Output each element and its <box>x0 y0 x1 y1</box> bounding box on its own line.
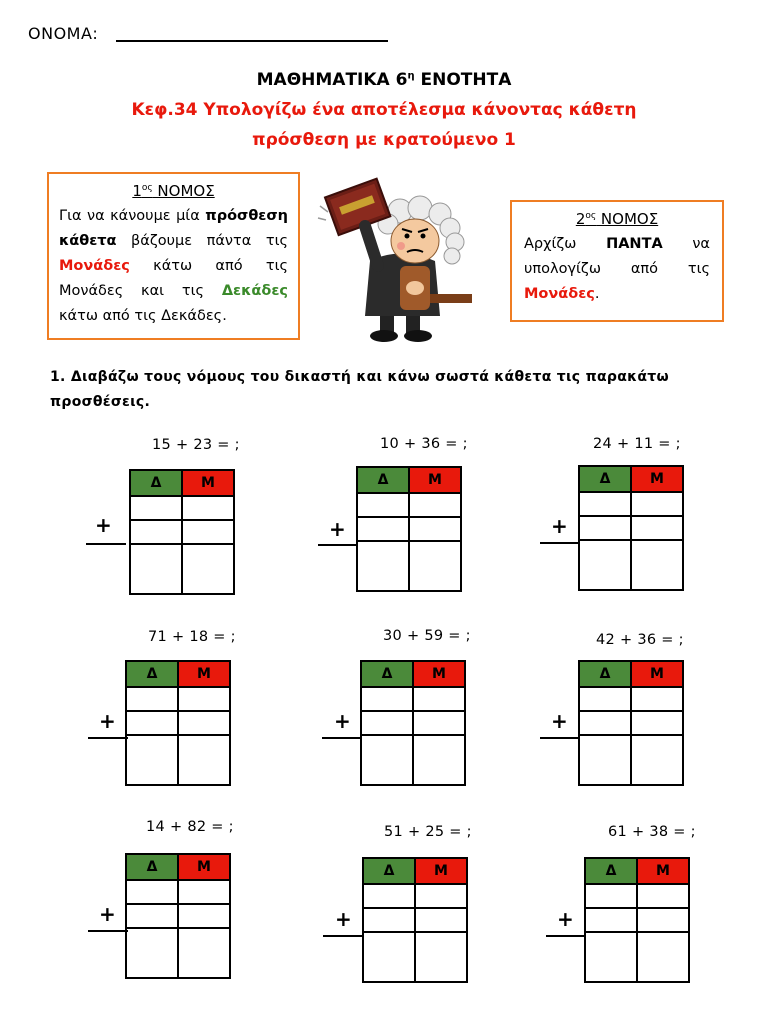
name-label: ΟΝΟΜΑ: <box>28 24 99 43</box>
sum-rule <box>540 542 580 544</box>
law2-bold-always: ΠΑΝΤΑ <box>606 236 663 252</box>
addition-grid <box>578 660 684 786</box>
law1-text-part: κάτω από τις Δεκάδες. <box>59 308 227 324</box>
cell[interactable] <box>357 517 409 541</box>
problem-label: 24 + 11 = ; <box>593 436 681 452</box>
result-cell[interactable] <box>637 932 689 982</box>
law1-text-part: Για να κάνουμε μία <box>59 208 206 224</box>
sum-rule <box>318 544 358 546</box>
law2-title <box>524 210 710 228</box>
law1-ones-word: Μονάδες <box>59 258 130 274</box>
law1-text-part: κάτω από τις Μονάδες και τις <box>59 258 288 299</box>
name-write-line[interactable] <box>116 40 388 42</box>
result-cell[interactable] <box>413 735 465 785</box>
result-cell[interactable] <box>363 932 415 982</box>
exercise-instruction: 1. Διαβάζω τους νόμους του δικαστή και κάνω σωστά κάθετα τις παρακάτω προσθέσεις. <box>50 369 669 410</box>
result-cell[interactable] <box>357 541 409 591</box>
plus-sign: + <box>335 907 352 931</box>
cell[interactable] <box>182 520 234 544</box>
result-cell[interactable] <box>182 544 234 594</box>
plus-sign: + <box>329 517 346 541</box>
cell[interactable] <box>415 884 467 908</box>
cell[interactable] <box>637 884 689 908</box>
page-title <box>0 70 768 90</box>
ones-header: Μ <box>631 661 683 687</box>
cell[interactable] <box>363 884 415 908</box>
cell[interactable] <box>357 493 409 517</box>
problem-label: 15 + 23 = ; <box>152 437 240 453</box>
result-cell[interactable] <box>130 544 182 594</box>
cell[interactable] <box>130 520 182 544</box>
result-cell[interactable] <box>579 540 631 590</box>
problem-label: 10 + 36 = ; <box>380 436 468 452</box>
law1-title-word: ΝΟΜΟΣ <box>152 182 215 200</box>
tens-header: Δ <box>585 858 637 884</box>
result-cell[interactable] <box>409 541 461 591</box>
cell[interactable] <box>579 687 631 711</box>
law2-text-part: Αρχίζω <box>524 236 607 252</box>
law2-text <box>524 232 710 307</box>
result-cell[interactable] <box>631 735 683 785</box>
title-text: ΜΑΘΗΜΑΤΙΚΑ 6 <box>256 70 408 90</box>
ones-header: Μ <box>182 470 234 496</box>
cell[interactable] <box>413 711 465 735</box>
tens-header: Δ <box>579 661 631 687</box>
problem-label: 30 + 59 = ; <box>383 628 471 644</box>
tens-header: Δ <box>357 467 409 493</box>
law1-callout <box>47 172 300 340</box>
addition-grid <box>578 465 684 591</box>
cell[interactable] <box>579 516 631 540</box>
result-cell[interactable] <box>415 932 467 982</box>
law1-title <box>59 182 288 200</box>
sum-rule <box>322 737 362 739</box>
cell[interactable] <box>363 908 415 932</box>
result-cell[interactable] <box>178 735 230 785</box>
cell[interactable] <box>178 711 230 735</box>
ones-header: Μ <box>413 661 465 687</box>
law1-title-num: 1 <box>132 182 142 200</box>
sum-rule <box>86 543 126 545</box>
law1-text-part: βάζουμε πάντα τις <box>116 233 288 249</box>
tens-header: Δ <box>126 854 178 880</box>
cell[interactable] <box>637 908 689 932</box>
problem-label: 71 + 18 = ; <box>148 629 236 645</box>
result-cell[interactable] <box>178 928 230 978</box>
cell[interactable] <box>126 904 178 928</box>
cell[interactable] <box>631 516 683 540</box>
problem-label: 61 + 38 = ; <box>608 824 696 840</box>
law2-title-sup: ος <box>585 211 597 221</box>
plus-sign: + <box>334 709 351 733</box>
cell[interactable] <box>631 711 683 735</box>
problem-label: 42 + 36 = ; <box>596 632 684 648</box>
addition-grid <box>360 660 466 786</box>
plus-sign: + <box>99 709 116 733</box>
addition-grid <box>356 466 462 592</box>
cell[interactable] <box>126 880 178 904</box>
problem-label: 14 + 82 = ; <box>146 819 234 835</box>
result-cell[interactable] <box>126 928 178 978</box>
cell[interactable] <box>413 687 465 711</box>
cell[interactable] <box>126 711 178 735</box>
addition-grid <box>125 853 231 979</box>
cell[interactable] <box>361 687 413 711</box>
ones-header: Μ <box>178 661 230 687</box>
law2-ones-word: Μονάδες <box>524 286 595 302</box>
plus-sign: + <box>551 514 568 538</box>
law1-tens-word: Δεκάδες <box>221 283 288 299</box>
sum-rule <box>323 935 363 937</box>
chapter-subtitle-line2: πρόσθεση με κρατούμενο 1 <box>252 130 516 150</box>
law2-text-part: να υπολογίζω από τις <box>524 236 710 277</box>
result-cell[interactable] <box>631 540 683 590</box>
sum-rule <box>540 737 580 739</box>
cell[interactable] <box>579 492 631 516</box>
plus-sign: + <box>557 907 574 931</box>
law2-callout <box>510 200 724 322</box>
cell[interactable] <box>579 711 631 735</box>
law2-text-part: . <box>594 286 600 302</box>
chapter-subtitle-line1: Κεφ.34 Υπολογίζω ένα αποτέλεσμα κάνοντας κάθετη <box>131 100 637 120</box>
ones-header: Μ <box>631 466 683 492</box>
ones-header: Μ <box>178 854 230 880</box>
cell[interactable] <box>585 908 637 932</box>
tens-header: Δ <box>363 858 415 884</box>
result-cell[interactable] <box>361 735 413 785</box>
cell[interactable] <box>415 908 467 932</box>
sum-rule <box>546 935 586 937</box>
title-superscript: η <box>407 70 415 82</box>
sum-rule <box>88 737 128 739</box>
result-cell[interactable] <box>585 932 637 982</box>
problem-label: 51 + 25 = ; <box>384 824 472 840</box>
law2-title-word: ΝΟΜΟΣ <box>596 210 659 228</box>
cell[interactable] <box>631 687 683 711</box>
tens-header: Δ <box>130 470 182 496</box>
addition-grid <box>362 857 468 983</box>
law1-text <box>59 204 288 329</box>
cell[interactable] <box>126 687 178 711</box>
cell[interactable] <box>631 492 683 516</box>
law1-bold-vertical: κάθετα <box>59 233 117 249</box>
cell[interactable] <box>178 687 230 711</box>
ones-header: Μ <box>637 858 689 884</box>
result-cell[interactable] <box>579 735 631 785</box>
tens-header: Δ <box>579 466 631 492</box>
title-end: ΕΝΟΤΗΤΑ <box>414 70 512 90</box>
cell[interactable] <box>361 711 413 735</box>
cell[interactable] <box>409 517 461 541</box>
addition-grid <box>125 660 231 786</box>
judge-illustration <box>310 166 490 346</box>
plus-sign: + <box>551 709 568 733</box>
ones-header: Μ <box>409 467 461 493</box>
ones-header: Μ <box>415 858 467 884</box>
plus-sign: + <box>95 513 112 537</box>
result-cell[interactable] <box>126 735 178 785</box>
cell[interactable] <box>409 493 461 517</box>
law1-title-sup: ος <box>141 183 153 193</box>
cell[interactable] <box>182 496 234 520</box>
cell[interactable] <box>130 496 182 520</box>
cell[interactable] <box>585 884 637 908</box>
cell[interactable] <box>178 880 230 904</box>
sum-rule <box>88 930 128 932</box>
addition-grid <box>129 469 235 595</box>
plus-sign: + <box>99 902 116 926</box>
tens-header: Δ <box>361 661 413 687</box>
law2-title-num: 2 <box>575 210 586 228</box>
cell[interactable] <box>178 904 230 928</box>
law1-bold-addition: πρόσθεση <box>205 208 288 224</box>
addition-grid <box>584 857 690 983</box>
tens-header: Δ <box>126 661 178 687</box>
